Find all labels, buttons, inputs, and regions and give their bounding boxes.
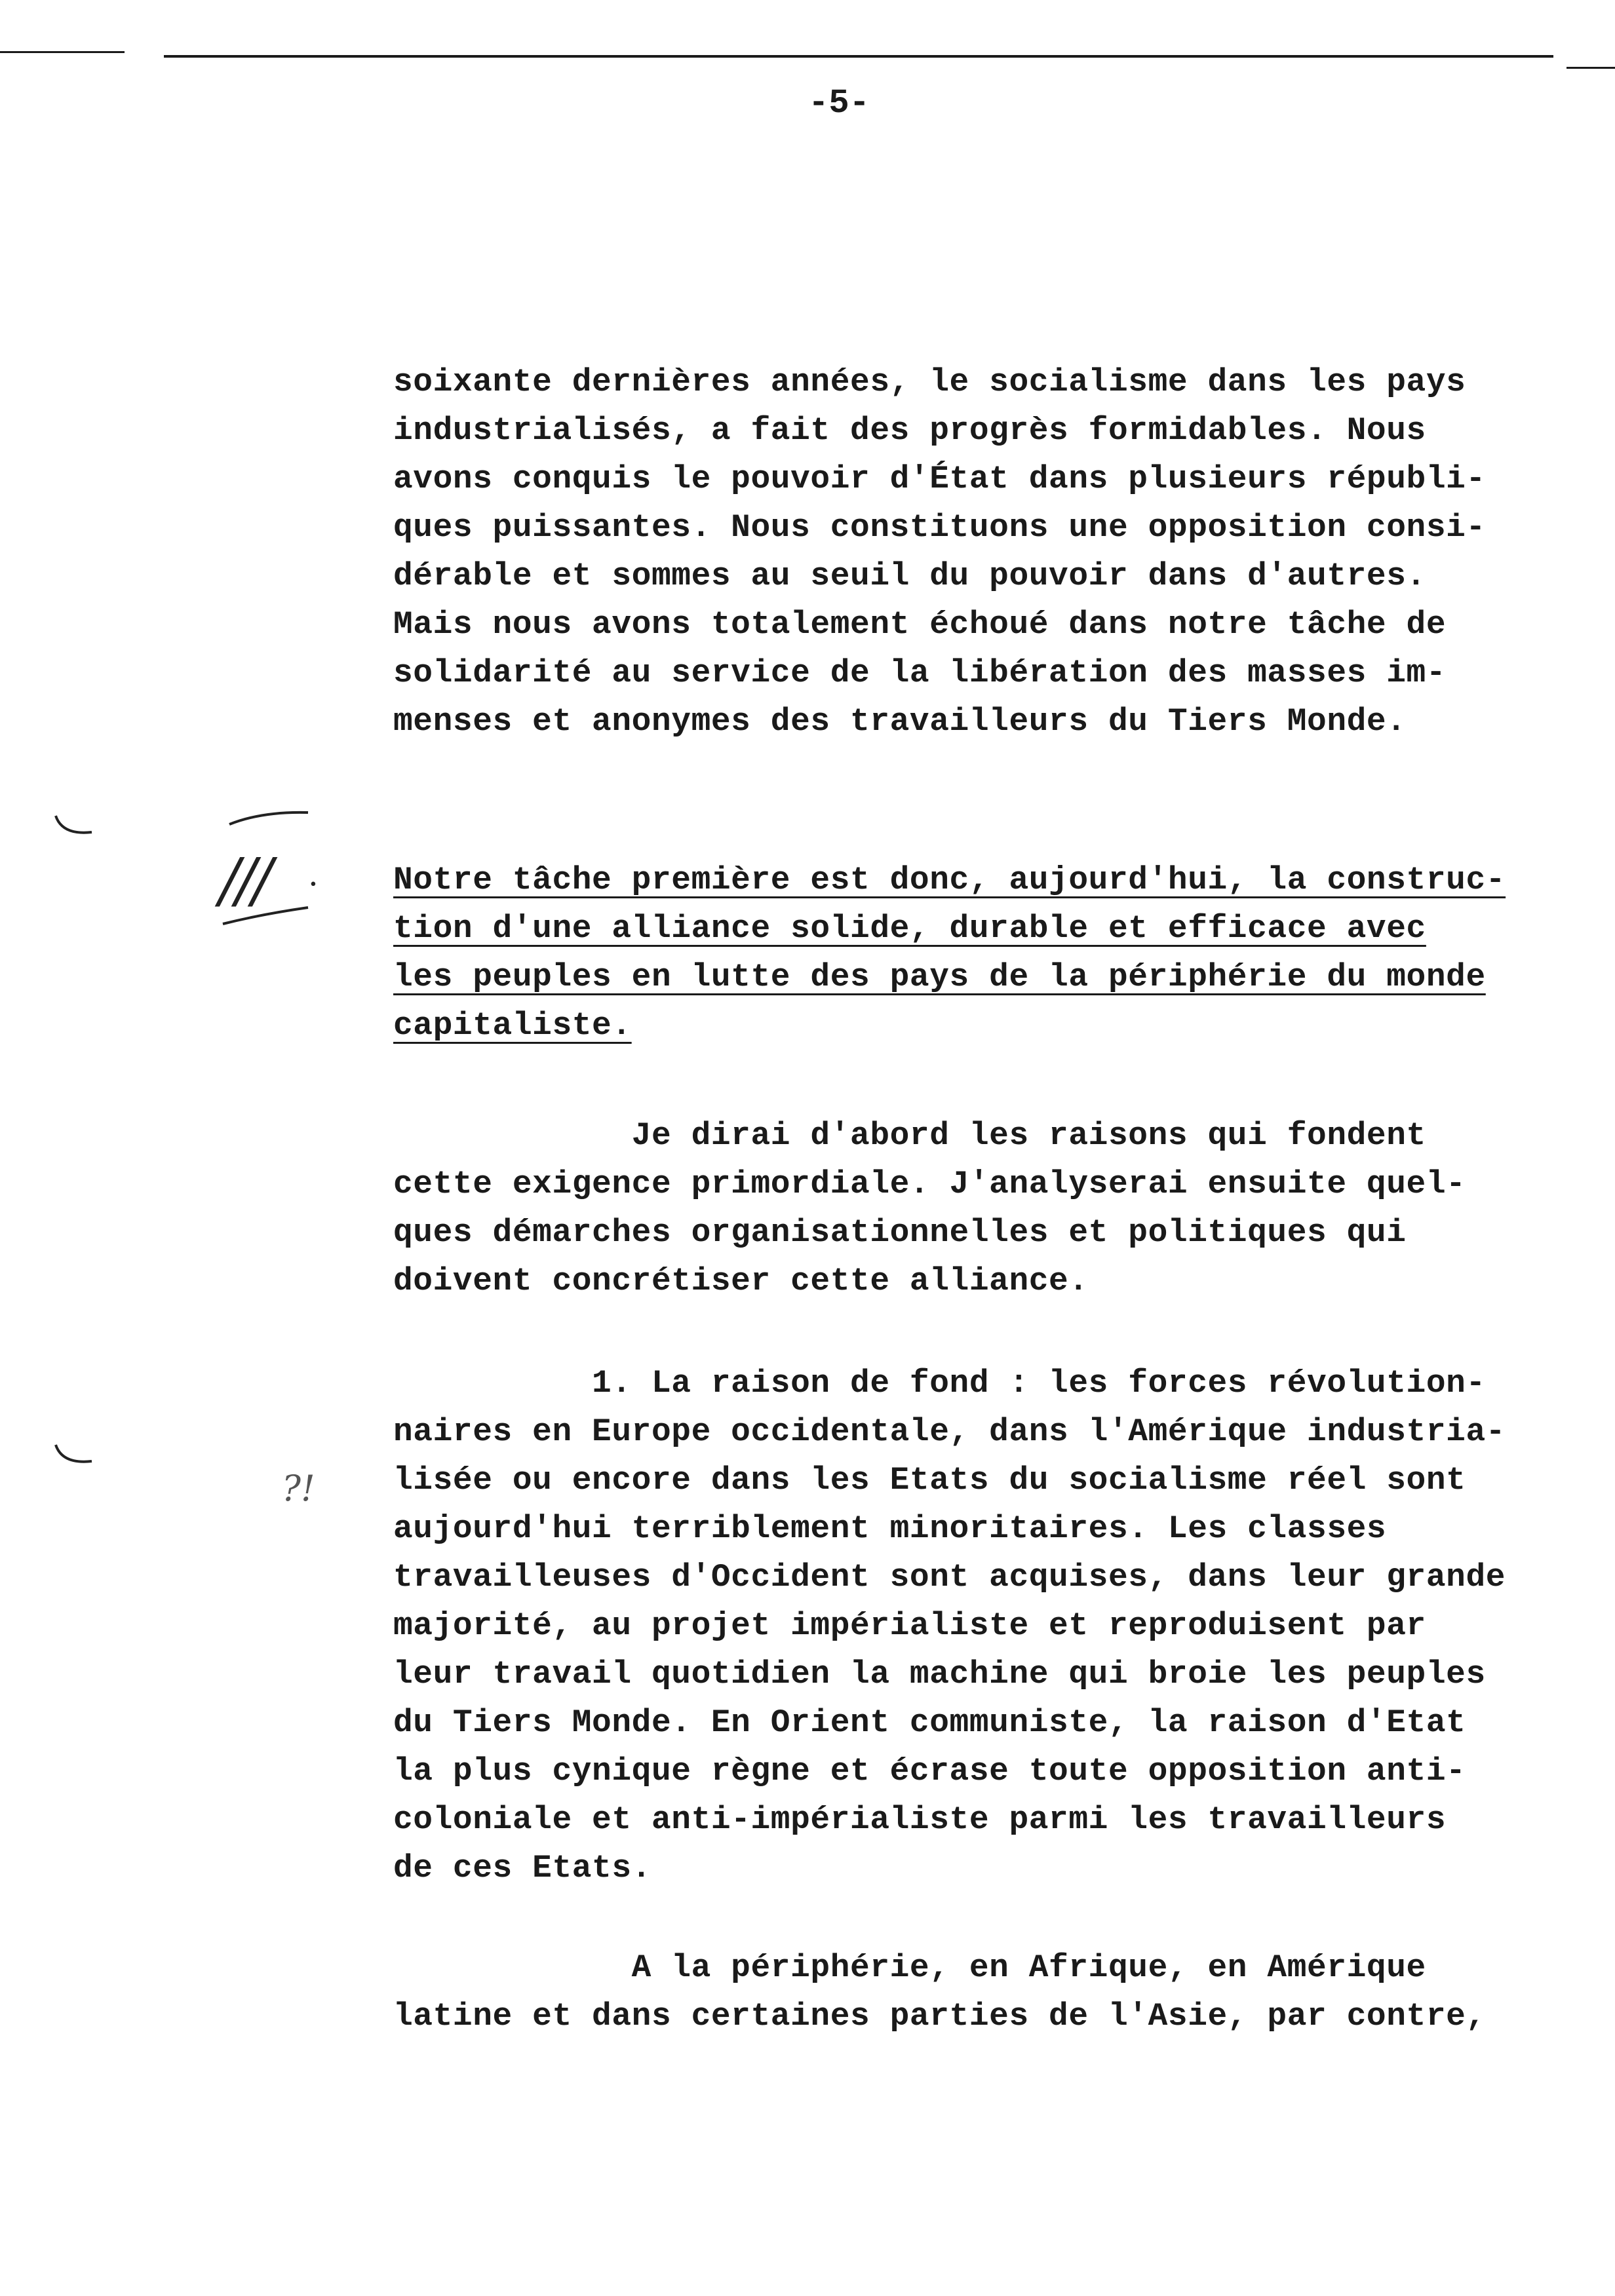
text-line: industrialisés, a fait des progrès formidables. Nous [393, 412, 1426, 449]
text-line: 1. La raison de fond : les forces révolution- [393, 1365, 1486, 1402]
text-line: aujourd'hui terriblement minoritaires. Les classes [393, 1510, 1387, 1547]
page-number: -5- [808, 84, 870, 123]
top-rule-left [0, 51, 125, 53]
margin-curve-mark-lower [52, 1442, 98, 1481]
paragraph-4 [393, 1359, 1547, 1892]
text-line: ques puissantes. Nous constituons une opposition consi- [393, 509, 1486, 546]
text-line: leur travail quotidien la machine qui broie les peuples [393, 1656, 1486, 1693]
text-line: majorité, au projet impérialiste et reproduisent par [393, 1607, 1426, 1644]
text-line: ques démarches organisationnelles et politiques qui [393, 1214, 1407, 1251]
text-line: solidarité au service de la libération des masses im- [393, 655, 1447, 691]
text-line: tion d'une alliance solide, durable et efficace avec [393, 910, 1426, 947]
text-line: la plus cynique règne et écrase toute opposition anti- [393, 1753, 1466, 1789]
paragraph-5 [393, 1943, 1547, 2040]
text-line: de ces Etats. [393, 1850, 652, 1886]
margin-curve-mark-upper [52, 813, 98, 852]
section-mark: /// [220, 845, 269, 915]
top-rule-main [164, 55, 1553, 58]
text-line: travailleuses d'Occident sont acquises, dans leur grande [393, 1559, 1506, 1596]
paragraph-3 [393, 1111, 1547, 1305]
text-line: lisée ou encore dans les Etats du socialisme réel sont [393, 1462, 1466, 1499]
text-line: cette exigence primordiale. J'analyserai ensuite quel- [393, 1166, 1466, 1202]
text-line: menses et anonymes des travailleurs du Tiers Monde. [393, 703, 1407, 740]
text-line: soixante dernières années, le socialisme dans les pays [393, 364, 1466, 400]
query-mark: ?! [282, 1468, 315, 1509]
top-rule-right [1566, 67, 1615, 69]
paragraph-1 [393, 358, 1547, 746]
text-line: naires en Europe occidentale, dans l'Amérique industria- [393, 1413, 1506, 1450]
section-mark-dot: · [308, 865, 319, 903]
text-line: doivent concrétiser cette alliance. [393, 1263, 1089, 1299]
text-line: avons conquis le pouvoir d'État dans plusieurs républi- [393, 461, 1486, 497]
text-line: Notre tâche première est donc, aujourd'hui, la construc- [393, 862, 1506, 898]
text-line: Je dirai d'abord les raisons qui fondent [393, 1117, 1426, 1154]
text-line: les peuples en lutte des pays de la périphérie du monde [393, 959, 1486, 995]
text-line: du Tiers Monde. En Orient communiste, la raison d'Etat [393, 1704, 1466, 1741]
text-line: coloniale et anti-impérialiste parmi les travailleurs [393, 1801, 1447, 1838]
text-line: A la périphérie, en Afrique, en Amérique [393, 1949, 1426, 1986]
text-line: dérable et sommes au seuil du pouvoir dans d'autres. [393, 558, 1426, 594]
text-line: capitaliste. [393, 1007, 632, 1044]
text-line: Mais nous avons totalement échoué dans notre tâche de [393, 606, 1447, 643]
paragraph-2-underlined [393, 856, 1547, 1050]
text-line: latine et dans certaines parties de l'Asie, par contre, [393, 1998, 1486, 2035]
